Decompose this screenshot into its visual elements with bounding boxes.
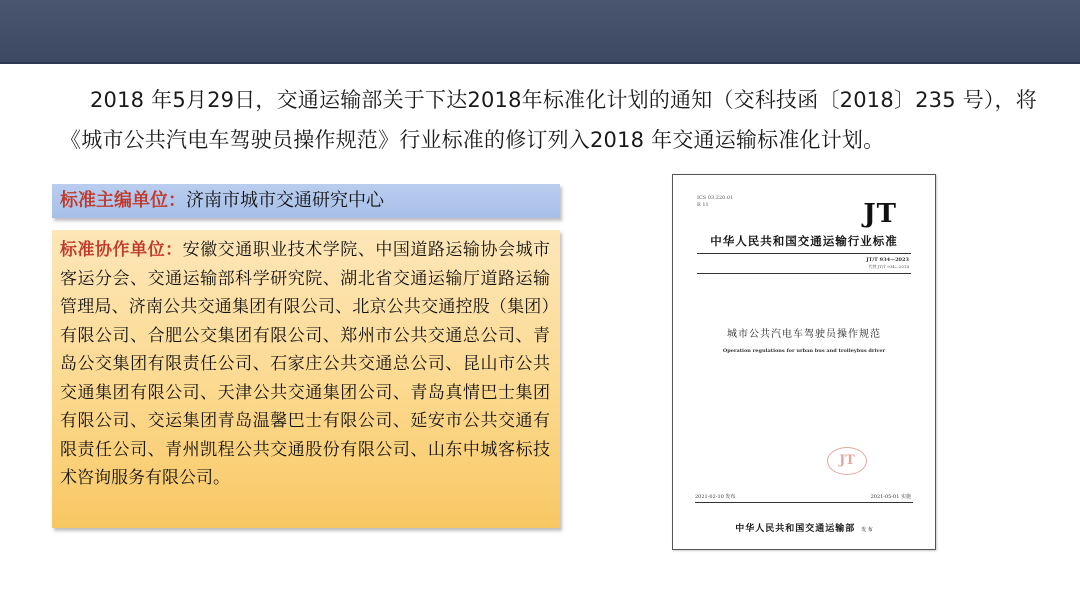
standard-number: JT/T 934—2023 bbox=[866, 257, 909, 263]
editor-unit-box bbox=[52, 184, 560, 218]
jt-seal-icon: JT bbox=[827, 447, 867, 475]
standard-replaces: 代替 JT/T 934—2014 bbox=[868, 264, 909, 269]
intro-paragraph: 2018 年5月29日，交通运输部关于下达2018年标准化计划的通知（交科技函〔2018〕235 号），将《城市公共汽电车驾驶员操作规范》行业标准的修订列入2018 年交通运输标准化计划。 bbox=[60, 88, 1037, 152]
cover-divider bbox=[695, 502, 913, 503]
publisher bbox=[673, 521, 935, 534]
ccs-code: R 11 bbox=[697, 202, 709, 208]
publisher-suffix: 发 布 bbox=[861, 527, 873, 533]
issue-date: 2021-02-10 发布 bbox=[695, 494, 736, 500]
cover-divider bbox=[697, 273, 911, 274]
collaborator-label: 标准协作单位： bbox=[60, 240, 183, 260]
implementation-date: 2021-05-01 实施 bbox=[870, 494, 911, 500]
cover-divider bbox=[697, 253, 911, 254]
ics-code: ICS 03.220.01 bbox=[697, 195, 734, 201]
cover-title: 城市公共汽电车驾驶员操作规范 bbox=[727, 329, 881, 340]
publisher-name: 中华人民共和国交通运输部 bbox=[735, 524, 856, 534]
collaborator-units-box bbox=[52, 230, 560, 528]
header-bar bbox=[0, 0, 1080, 64]
cover-classification bbox=[697, 195, 733, 209]
jt-logo: JT bbox=[863, 199, 897, 229]
standard-cover-image bbox=[672, 174, 936, 550]
cover-header: 中华人民共和国交通运输行业标准 bbox=[710, 234, 898, 248]
collaborator-list: 安徽交通职业技术学院、中国道路运输协会城市客运分会、交通运输部科学研究院、湖北省交通运输厅道路运输管理局、济南公共交通集团有限公司、北京公共交通控股（集团）有限公司、合肥公交集团有限公司、郑州市公共交通总公司、青岛公交集团有限责任公司、石家庄公共交通总公司、昆山市公共交通集团有限公司、天津公共交通集团公司、青岛真情巴士集团有限公司、交运集团青岛温馨巴士有限公司、延安市公共交通有限责任公司、青州凯程公共交通股份有限公司、山东中城客标技术咨询服务有限公司。 bbox=[60, 240, 551, 488]
editor-label: 标准主编单位： bbox=[60, 190, 186, 211]
cover-title-english: Operation regulations for urban bus and trolleybus driver bbox=[722, 348, 886, 354]
editor-value: 济南市城市交通研究中心 bbox=[186, 190, 384, 211]
